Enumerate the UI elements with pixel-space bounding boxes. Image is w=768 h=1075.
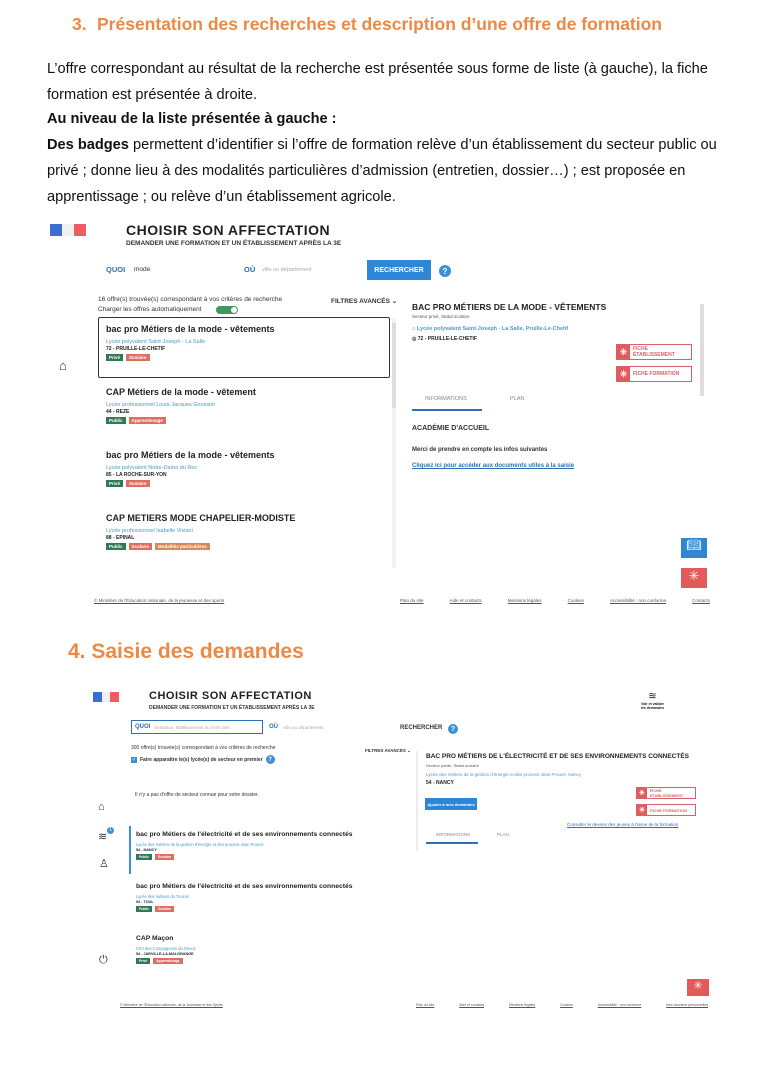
result-list (106, 324, 386, 576)
result-location: 44 - REZE (106, 409, 130, 415)
section-3-heading: 3. Présentation des recherches et description d’une offre de formation (72, 14, 662, 34)
quoi-label: QUOI (106, 265, 126, 274)
result-location: 54 - JARVILLE-LA-MALGRANGE (136, 951, 194, 956)
result-lycee: Lycée professionnel Louis-Jacques Goussier (106, 402, 216, 408)
voir-label: Voir et valider les demandes (640, 702, 665, 710)
devenir-link[interactable]: Consulter le devenir des jeunes à l'issue de la formation (567, 822, 679, 827)
home-icon[interactable]: ⌂ (98, 801, 105, 813)
tab-plan[interactable]: PLAN (497, 832, 509, 837)
badge: Public (106, 417, 126, 424)
result-item[interactable] (106, 450, 386, 513)
results-count: 16 offre(s) trouvée(s) correspondant à vos critères de recherche (98, 296, 283, 303)
badge: Apprentissage (153, 958, 182, 964)
fiche-form-label: FICHE FORMATION (650, 807, 688, 813)
help-icon[interactable]: ? (439, 265, 451, 277)
result-title: CAP Métiers de la mode - vêtement (106, 387, 256, 397)
screenshot-search-results (0, 218, 768, 618)
result-title: bac pro Métiers de l'électricité et de ses environnements connectés (136, 883, 353, 890)
footer-link[interactable]: Accessibilité : non conforme (610, 598, 667, 603)
tab-plan[interactable]: PLAN (510, 396, 525, 402)
detail-status: Secteur privé, Statut scolaire (412, 314, 470, 319)
footer-links (400, 598, 710, 603)
onisep-icon: ✳ (617, 345, 630, 359)
onisep-icon: ✳ (617, 367, 630, 381)
onisep-button-icon[interactable]: ✳ (681, 568, 707, 588)
footer-link[interactable]: Cookies (567, 598, 584, 603)
badge: Scolaire (126, 354, 150, 361)
detail-title: BAC PRO MÉTIERS DE LA MODE - VÊTEMENTS (412, 302, 607, 312)
footer-link[interactable]: Aide et contacts (449, 598, 482, 603)
result-location: 88 - EPINAL (106, 535, 135, 541)
badge: Privé (106, 354, 123, 361)
badge: Scolaire (155, 906, 174, 912)
selected-indicator (129, 826, 131, 874)
footer-link[interactable]: Mentions légales (508, 1003, 536, 1007)
detail-location: 54 - NANCY (426, 780, 454, 786)
footer-links (416, 1003, 708, 1007)
help-icon[interactable]: ? (266, 755, 275, 764)
checkbox-icon: ✓ (131, 756, 137, 763)
detail-title: BAC PRO MÉTIERS DE L'ÉLECTRICITÉ ET DE SES ENVIRONNEMENTS CONNECTÉS (426, 753, 690, 760)
result-item[interactable] (106, 324, 386, 387)
auto-load-toggle[interactable] (216, 306, 238, 314)
republic-logo (50, 224, 86, 236)
result-title: bac pro Métiers de la mode - vêtements (106, 450, 275, 460)
stack-icon: ≋ (648, 691, 657, 702)
fiche-formation-button[interactable] (636, 804, 696, 816)
result-item[interactable] (136, 935, 356, 987)
footer-link[interactable]: Accessibilité : non conforme (597, 1003, 642, 1007)
onisep-icon: ✳ (637, 805, 647, 815)
secteur-checkbox[interactable] (131, 755, 275, 764)
documents-link[interactable]: Cliquez ici pour accéder aux documents utiles à la saisie (412, 463, 575, 469)
quoi-label: QUOI (135, 724, 151, 730)
footer-link[interactable]: Mes données personnelles (666, 1003, 708, 1007)
voir-demandes-button[interactable] (640, 691, 665, 710)
quoi-input[interactable] (131, 720, 263, 734)
results-count: 300 offre(s) trouvée(s) correspondant à vos critères de recherche (131, 745, 276, 751)
result-title: bac pro Métiers de l'électricité et de ses environnements connectés (136, 831, 353, 838)
footer-link[interactable]: Mentions légales (507, 598, 542, 603)
result-location: 72 - PRUILLE-LE-CHETIF (106, 346, 166, 352)
badge: Apprentissage (129, 417, 166, 424)
result-location: 85 - LA ROCHE-SUR-YON (106, 472, 167, 478)
detail-loc: 72 - PRUILLE-LE-CHETIF (417, 336, 477, 342)
app-title: CHOISIR SON AFFECTATION (126, 222, 331, 238)
quoi-placeholder: formation, établissement ou mots clés (154, 724, 230, 730)
tab-informations[interactable]: INFORMATIONS (436, 832, 471, 837)
badge: Privé (106, 480, 123, 487)
fiche-formation-button[interactable] (616, 366, 692, 382)
badge: Scolaire (155, 854, 174, 860)
ou-input[interactable]: ville ou département (262, 267, 312, 273)
detail-lycee-link[interactable]: ⌂ Lycée polyvalent Saint-Joseph - La Salle, Pruille-Le-Chetif (412, 326, 569, 332)
active-tab-indicator (426, 842, 478, 844)
result-item[interactable] (136, 883, 356, 935)
fiche-etablissement-button[interactable] (636, 787, 696, 799)
badge: Public (136, 854, 152, 860)
result-lycee: Lycée polyvalent Saint-Joseph - La Salle (106, 339, 206, 345)
footer-link[interactable]: Aide et contacts (459, 1003, 485, 1007)
onisep-icon: ✳ (638, 790, 645, 797)
detail-lycee: Lycée polyvalent Saint-Joseph - La Salle, Pruille-Le-Chetif (416, 326, 569, 332)
result-lycee: CFA des Compagnons du Devoir (136, 945, 196, 951)
fiche-etab-label: FICHE ÉTABLISSEMENT (632, 346, 675, 358)
app-title: CHOISIR SON AFFECTATION (149, 690, 312, 702)
no-offer-text: Il n'y a pas d'offre de secteur connue pour votre dossier. (135, 792, 259, 798)
badge: Scolaire (129, 543, 153, 550)
help-icon[interactable]: ? (448, 724, 458, 734)
power-icon[interactable]: ⏻ (99, 954, 108, 966)
active-tab-indicator (412, 409, 482, 411)
result-item[interactable] (106, 513, 386, 576)
result-location: 54 - NANCY (136, 847, 157, 852)
result-title: CAP METIERS MODE CHAPELIER-MODISTE (106, 513, 296, 523)
secteur-label: Faire apparaître le(s) lycée(s) de secteur en premier (140, 756, 263, 763)
infos-text: Merci de prendre en compte les infos suivantes (412, 447, 548, 453)
academie-heading: ACADÉMIE D'ACCUEIL (412, 425, 490, 432)
demandes-count-badge: 1 (107, 827, 114, 834)
result-lycee: Lycée des métiers de la gestion d'énergie et des process Jean Prouvé (136, 841, 264, 847)
detail-status: Secteur public, Statut scolaire (426, 763, 479, 768)
badge: Public (136, 906, 152, 912)
fiche-form-label: FICHE FORMATION (633, 371, 680, 377)
home-icon[interactable]: ⌂ (59, 358, 67, 373)
ou-label: OÙ (244, 265, 256, 274)
fiche-etab-label: FICHE ÉTABLISSEMENT (649, 788, 684, 798)
search-button[interactable]: RECHERCHER (400, 725, 443, 731)
section-4-heading: 4. Saisie des demandes (68, 640, 304, 663)
paragraph-subheading: Au niveau de la liste présentée à gauche : (47, 111, 337, 127)
tab-informations[interactable]: INFORMATIONS (425, 396, 467, 402)
paragraph-intro: L’offre correspondant au résultat de la recherche est présentée sous forme de liste (à gauche), la fiche formation est présentée à droite. (47, 61, 708, 103)
auto-load-label: Charger les offres automatiquement (98, 306, 202, 313)
app-subtitle: DEMANDER UNE FORMATION ET UN ÉTABLISSEMENT APRÈS LA 3E (149, 705, 315, 711)
result-item[interactable] (106, 387, 386, 450)
result-lycee: Lycée polyvalent Notre-Dame du Roc (106, 465, 198, 471)
result-title: CAP Maçon (136, 935, 174, 942)
footer-copyright: © Ministère de l'Éducation nationale, de la Jeunesse et des Sports (120, 1003, 223, 1007)
badge: Scolaire (126, 480, 150, 487)
result-title: bac pro Métiers de la mode - vêtements (106, 324, 275, 334)
book-icon[interactable]: 📖︎ (681, 538, 707, 558)
footer-link[interactable]: Plan du site (400, 598, 424, 603)
result-item[interactable] (136, 831, 356, 883)
ou-label: OÙ (269, 724, 278, 730)
footer-link[interactable]: Contacts (692, 598, 710, 603)
footer-copyright: © Ministère de l'Éducation nationale, de la jeunesse et des sports (94, 598, 225, 603)
detail-scrollbar[interactable] (700, 304, 704, 396)
result-location: 54 - TOUL (136, 899, 154, 904)
quoi-input[interactable]: mode (134, 266, 151, 273)
fiche-etablissement-button[interactable] (616, 344, 692, 360)
screenshot-saisie (0, 686, 768, 1021)
footer-link[interactable]: Cookies (560, 1003, 573, 1007)
badge: Modalités particulières (155, 543, 210, 550)
detail-location: ◎ 72 - PRUILLE-LE-CHETIF (412, 336, 477, 342)
user-icon[interactable]: ♙ (99, 858, 109, 870)
divider (416, 751, 418, 851)
demandes-icon[interactable]: ≋ 1 (98, 830, 107, 843)
ou-input[interactable]: ville ou département (283, 725, 324, 730)
advanced-filters-button[interactable]: FILTRES AVANCÉS ⌄ (365, 748, 411, 753)
badge: Public (106, 543, 126, 550)
advanced-filters-button[interactable]: FILTRES AVANCÉS ⌄ (331, 298, 398, 305)
result-list (136, 831, 356, 987)
onisep-button-icon[interactable]: ✳ (687, 979, 709, 996)
badge: Privé (136, 958, 150, 964)
footer-link[interactable]: Plan du site (416, 1003, 435, 1007)
app-subtitle: DEMANDER UNE FORMATION ET UN ÉTABLISSEMENT APRÈS LA 3E (126, 240, 342, 247)
paragraph-badges: Des badges permettent d’identifier si l’offre de formation relève d’un établissement du secteur public ou privé ; donne lieu à des modalités particulières d’admission (entretien, dossier…) ; est proposée en apprentissage ; ou relève d’un établissement agricole. (47, 137, 717, 205)
list-scrollbar[interactable] (392, 318, 396, 568)
republic-logo (93, 692, 119, 702)
result-lycee: Lycée des métiers du Toulois (136, 893, 189, 899)
add-demande-button[interactable]: Ajouter à mes demandes (425, 798, 477, 810)
search-button[interactable]: RECHERCHER (367, 260, 431, 280)
result-lycee: Lycée professionnel Isabelle Viviani (106, 528, 193, 534)
detail-lycee[interactable]: Lycée des métiers de la gestion d'énergie et des process Jean Prouvé, Nancy (426, 772, 582, 777)
